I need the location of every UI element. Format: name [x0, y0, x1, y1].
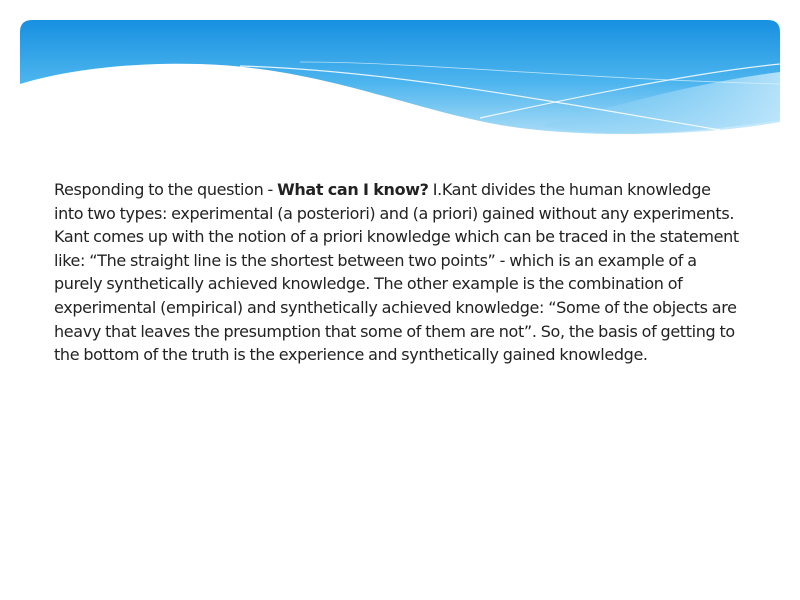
paragraph-intro [54, 178, 744, 225]
intro-text: Responding to the question - [54, 180, 278, 199]
question-text: What can I know? [277, 180, 429, 199]
paragraph-kant: Kant comes up with the notion of a priori knowledge which can be traced in the statement like: “The straight line is the shortest between two points” - which is an example of a purely synthetically achieved knowledge. The other example is the combination of experimental (empirical) and synthetically achieved knowledge: “Some of the objects are heavy that leaves the presumption that some of them are not”. So, the basis of getting to the bottom of the truth is the experience and synthetically gained knowledge. [54, 227, 739, 365]
intro-rest-text: I.Kant divides the human knowledge into two types: experimental (a posteriori) and (a priori) gained without any experiments. [54, 180, 735, 223]
body-text [54, 178, 744, 367]
header-wave-banner [0, 0, 800, 150]
